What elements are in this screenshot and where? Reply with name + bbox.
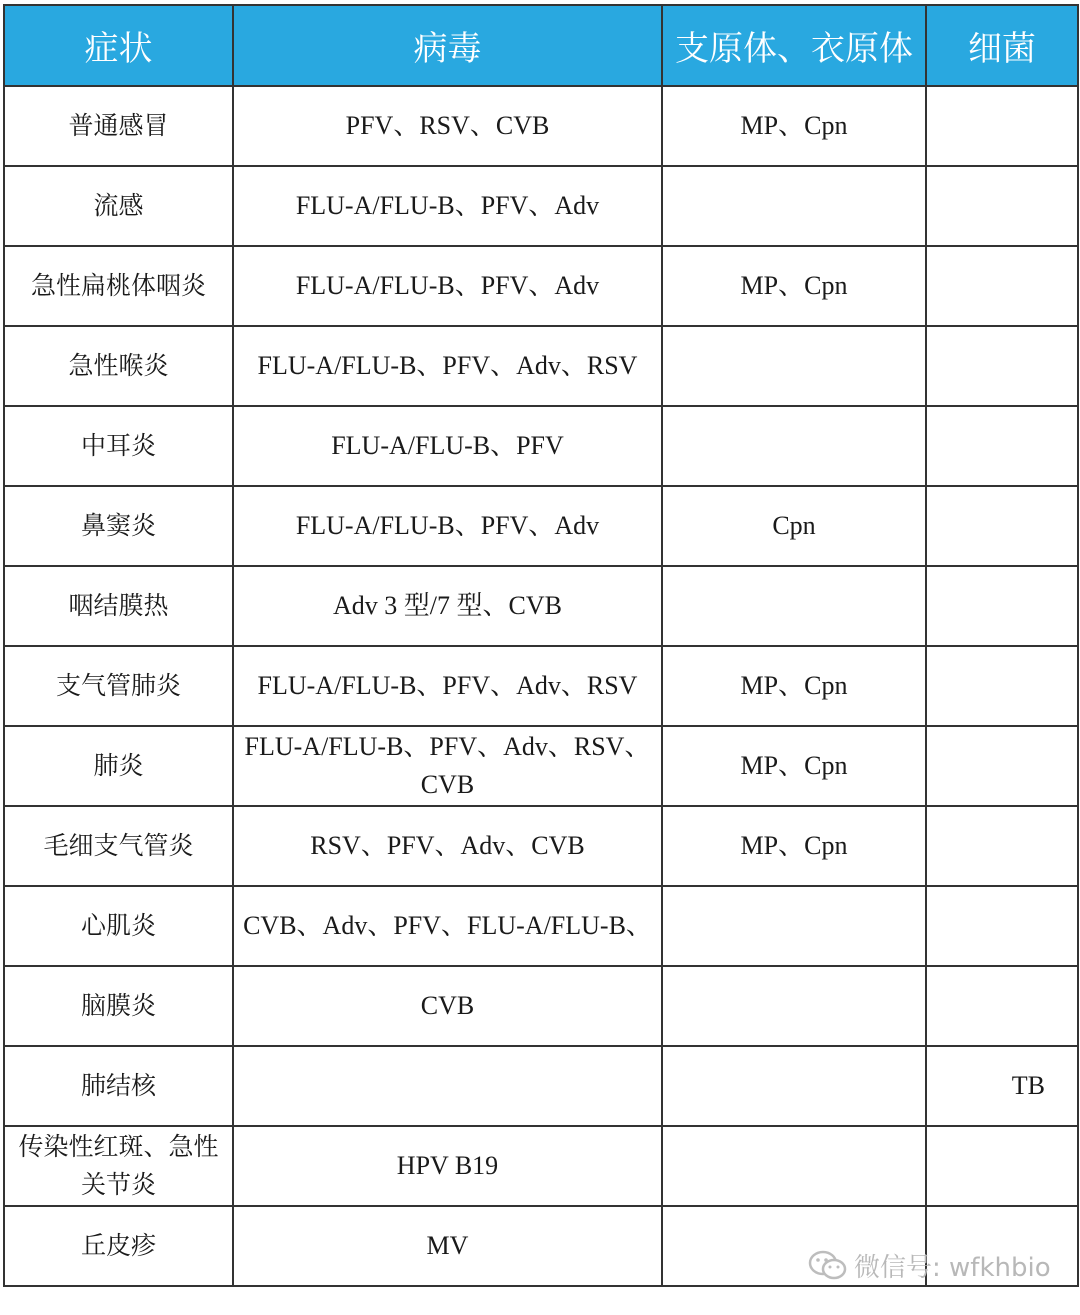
table-row [4, 886, 1078, 966]
mycoplasma-chlamydia-cell [662, 1046, 926, 1126]
mycoplasma-chlamydia-cell: MP、Cpn [662, 86, 926, 166]
table-row [4, 566, 1078, 646]
bacteria-cell [926, 166, 1078, 246]
virus-cell [233, 1046, 662, 1126]
symptom-cell: 支气管肺炎 [4, 646, 233, 726]
bacteria-cell: TB [926, 1046, 1078, 1126]
table-row [4, 326, 1078, 406]
virus-cell: RSV、PFV、Adv、CVB [233, 806, 662, 886]
bacteria-cell [926, 886, 1078, 966]
virus-cell: HPV B19 [233, 1126, 662, 1206]
table-row [4, 86, 1078, 166]
bacteria-cell [926, 966, 1078, 1046]
symptom-cell: 脑膜炎 [4, 966, 233, 1046]
mycoplasma-chlamydia-cell [662, 406, 926, 486]
mycoplasma-chlamydia-cell: MP、Cpn [662, 246, 926, 326]
mycoplasma-chlamydia-cell [662, 1206, 926, 1286]
symptom-cell: 中耳炎 [4, 406, 233, 486]
header-mycoplasma-chlamydia: 支原体、衣原体 [662, 5, 926, 86]
mycoplasma-chlamydia-cell: MP、Cpn [662, 726, 926, 806]
mycoplasma-chlamydia-cell: MP、Cpn [662, 806, 926, 886]
table-row [4, 806, 1078, 886]
table-row [4, 486, 1078, 566]
symptom-cell: 传染性红斑、急性关节炎 [4, 1126, 233, 1206]
symptom-cell: 咽结膜热 [4, 566, 233, 646]
bacteria-cell [926, 646, 1078, 726]
table-row [4, 1126, 1078, 1206]
table-row [4, 246, 1078, 326]
mycoplasma-chlamydia-cell [662, 166, 926, 246]
table-row [4, 1206, 1078, 1286]
table-row [4, 646, 1078, 726]
mycoplasma-chlamydia-cell [662, 1126, 926, 1206]
mycoplasma-chlamydia-cell: Cpn [662, 486, 926, 566]
virus-cell: FLU-A/FLU-B、PFV、Adv、RSV [233, 646, 662, 726]
mycoplasma-chlamydia-cell [662, 966, 926, 1046]
virus-cell: FLU-A/FLU-B、PFV、Adv [233, 486, 662, 566]
mycoplasma-chlamydia-cell: MP、Cpn [662, 646, 926, 726]
symptom-cell: 鼻窦炎 [4, 486, 233, 566]
bacteria-cell [926, 726, 1078, 806]
virus-cell: FLU-A/FLU-B、PFV、Adv、RSV、CVB [233, 726, 662, 806]
bacteria-cell [926, 246, 1078, 326]
symptom-cell: 普通感冒 [4, 86, 233, 166]
pathogen-symptom-table [3, 4, 1079, 1287]
bacteria-cell [926, 566, 1078, 646]
virus-cell: FLU-A/FLU-B、PFV、Adv [233, 246, 662, 326]
table-row [4, 1046, 1078, 1126]
symptom-cell: 流感 [4, 166, 233, 246]
symptom-cell: 心肌炎 [4, 886, 233, 966]
virus-cell: FLU-A/FLU-B、PFV、Adv、RSV [233, 326, 662, 406]
bacteria-cell [926, 806, 1078, 886]
symptom-cell: 急性扁桃体咽炎 [4, 246, 233, 326]
watermark-text: 微信号: wfkhbio [854, 1253, 1051, 1283]
bacteria-cell [926, 86, 1078, 166]
mycoplasma-chlamydia-cell [662, 886, 926, 966]
table-row [4, 966, 1078, 1046]
symptom-cell: 肺结核 [4, 1046, 233, 1126]
bacteria-cell [926, 1126, 1078, 1206]
symptom-cell: 急性喉炎 [4, 326, 233, 406]
virus-cell: CVB [233, 966, 662, 1046]
header-virus: 病毒 [233, 5, 662, 86]
bacteria-cell [926, 326, 1078, 406]
virus-cell: FLU-A/FLU-B、PFV、Adv [233, 166, 662, 246]
table-body [4, 86, 1078, 1286]
symptom-cell: 肺炎 [4, 726, 233, 806]
header-bacteria: 细菌 [926, 5, 1078, 86]
table-row [4, 166, 1078, 246]
symptom-cell: 丘皮疹 [4, 1206, 233, 1286]
virus-cell: MV [233, 1206, 662, 1286]
virus-cell: FLU-A/FLU-B、PFV [233, 406, 662, 486]
bacteria-cell [926, 1206, 1078, 1286]
virus-cell: Adv 3 型/7 型、CVB [233, 566, 662, 646]
mycoplasma-chlamydia-cell [662, 566, 926, 646]
table-row [4, 726, 1078, 806]
bacteria-cell [926, 406, 1078, 486]
table-row [4, 406, 1078, 486]
header-symptom: 症状 [4, 5, 233, 86]
symptom-cell: 毛细支气管炎 [4, 806, 233, 886]
header-row [4, 5, 1078, 86]
mycoplasma-chlamydia-cell [662, 326, 926, 406]
virus-cell: CVB、Adv、PFV、FLU-A/FLU-B、 [233, 886, 662, 966]
virus-cell: PFV、RSV、CVB [233, 86, 662, 166]
bacteria-cell [926, 486, 1078, 566]
table-header [4, 5, 1078, 86]
